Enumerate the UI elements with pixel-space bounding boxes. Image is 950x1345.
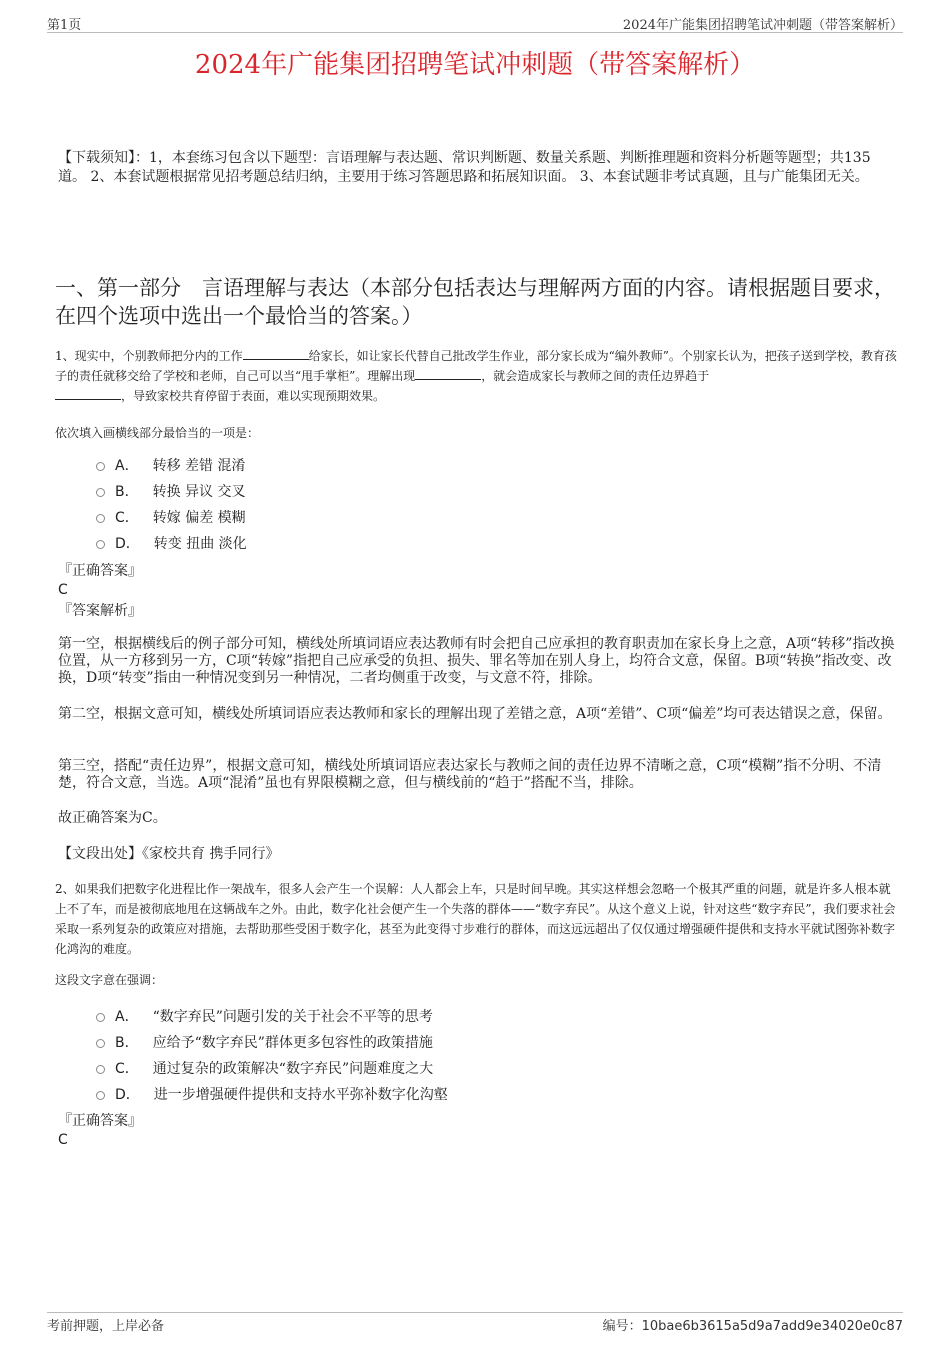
radio-icon[interactable] bbox=[96, 1039, 105, 1048]
answer-label: 『正确答案』 bbox=[58, 1113, 142, 1129]
analysis-paragraph: 第一空，根据横线后的例子部分可知，横线处所填词语应表达教师有时会把自己应承担的教育职责加在家长身上之意，A项“转移”指改换位置，从一方移到另一方，C项“转嫁”指把自己应承受的负担、损失、罪名等加在别人身上，均符合文意，保留。B项“转换”指改变、改换，D项“转变”指由一种情况变到另一种情况，二者均侧重于改变，与文意不符，排除。 bbox=[58, 636, 895, 686]
source-citation: 【文段出处】《家校共育 携手同行》 bbox=[58, 846, 280, 862]
page-header bbox=[47, 14, 903, 33]
answer-label: 『正确答案』 bbox=[58, 563, 142, 579]
option-d[interactable]: D． 进一步增强硬件提供和支持水平弥补数字化沟壑 bbox=[96, 1082, 898, 1108]
answer-value: C bbox=[58, 1132, 68, 1148]
option-a[interactable]: A． “数字弃民”问题引发的关于社会不平等的思考 bbox=[96, 1004, 898, 1030]
analysis-conclusion: 故正确答案为C。 bbox=[58, 810, 167, 826]
radio-icon[interactable] bbox=[96, 1065, 105, 1074]
header-doc-title: 2024年广能集团招聘笔试冲刺题（带答案解析） bbox=[622, 18, 903, 33]
blank-line bbox=[415, 367, 481, 380]
radio-icon[interactable] bbox=[96, 514, 105, 523]
radio-icon[interactable] bbox=[96, 1091, 105, 1100]
answer-value: C bbox=[58, 582, 68, 598]
option-b[interactable]: B． 应给予“数字弃民”群体更多包容性的政策措施 bbox=[96, 1030, 898, 1056]
question-2-options bbox=[96, 1004, 898, 1108]
download-notice: 【下载须知】：1，本套练习包含以下题型：言语理解与表达题、常识判断题、数量关系题、判断推理题和资料分析题等题型；共135道。 2、本套试题根据常见招考题总结归纳，主要用于练习答题思路和拓展知识面。 3、本套试题非考试真题，且与广能集团无关。 bbox=[58, 150, 871, 185]
analysis-paragraph: 第三空，搭配“责任边界”，根据文意可知，横线处所填词语应表达家长与教师之间的责任边界不清晰之意，C项“模糊”指不分明、不清楚，符合文意，当选。A项“混淆”虽也有界限模糊之意，但与横线前的“趋于”搭配不当，排除。 bbox=[58, 758, 882, 791]
blank-line bbox=[55, 387, 121, 400]
document-title: 2024年广能集团招聘笔试冲刺题（带答案解析） bbox=[194, 50, 756, 80]
question-2-text: 2、如果我们把数字化进程比作一架战车，很多人会产生一个误解：人人都会上车，只是时间早晚。其实这样想会忽略一个极其严重的问题，就是许多人根本就上不了车，而是被彻底地甩在这辆战车之外。由此，数字化社会便产生一个失落的群体——“数字弃民”。从这个意义上说，针对这些“数字弃民”，我们要求社会采取一系列复杂的政策应对措施，去帮助那些受困于数字化，甚至为此变得寸步难行的群体，而这远远超出了仅仅通过增强硬件提供和支持水平就试图弥补数字化鸿沟的难度。 bbox=[55, 882, 896, 956]
document-id: 编号：10bae6b3615a5d9a7add9e34020e0c87 bbox=[602, 1319, 903, 1334]
option-c[interactable]: C． 转嫁 偏差 模糊 bbox=[96, 505, 898, 531]
question-2-prompt: 这段文字意在强调： bbox=[55, 973, 164, 987]
radio-icon[interactable] bbox=[96, 462, 105, 471]
page-number: 第1页 bbox=[47, 18, 82, 33]
option-c[interactable]: C． 通过复杂的政策解决“数字弃民”问题难度之大 bbox=[96, 1056, 898, 1082]
page-footer bbox=[47, 1312, 903, 1333]
option-d[interactable]: D． 转变 扭曲 淡化 bbox=[96, 531, 898, 557]
question-1-options bbox=[96, 453, 898, 557]
radio-icon[interactable] bbox=[96, 1013, 105, 1022]
footer-slogan: 考前押题，上岸必备 bbox=[47, 1319, 165, 1334]
analysis-label: 『答案解析』 bbox=[58, 603, 142, 619]
radio-icon[interactable] bbox=[96, 488, 105, 497]
option-b[interactable]: B． 转换 异议 交叉 bbox=[96, 479, 898, 505]
analysis-paragraph: 第二空，根据文意可知，横线处所填词语应表达教师和家长的理解出现了差错之意，A项“差错”、C项“偏差”均可表达错误之意，保留。 bbox=[58, 706, 892, 722]
option-a[interactable]: A． 转移 差错 混淆 bbox=[96, 453, 898, 479]
section-heading: 一、第一部分 言语理解与表达（本部分包括表达与理解两方面的内容。请根据题目要求，在四个选项中选出一个最恰当的答案。） bbox=[55, 276, 895, 328]
question-1-text: 1、现实中，个别教师把分内的工作 给家长，如让家长代替自己批改学生作业，部分家长成为“编外教师”。个别家长认为，把孩子送到学校，教育孩子的责任就移交给了学校和老师，自己可以当“甩手掌柜”。理解出现 ，就会造成家长与教师之间的责任边界趋于 ，导致家校共育停留于表面，难以实现预期效果。 bbox=[55, 349, 897, 403]
question-1-prompt: 依次填入画横线部分最恰当的一项是： bbox=[55, 426, 260, 440]
radio-icon[interactable] bbox=[96, 540, 105, 549]
blank-line bbox=[243, 347, 309, 360]
